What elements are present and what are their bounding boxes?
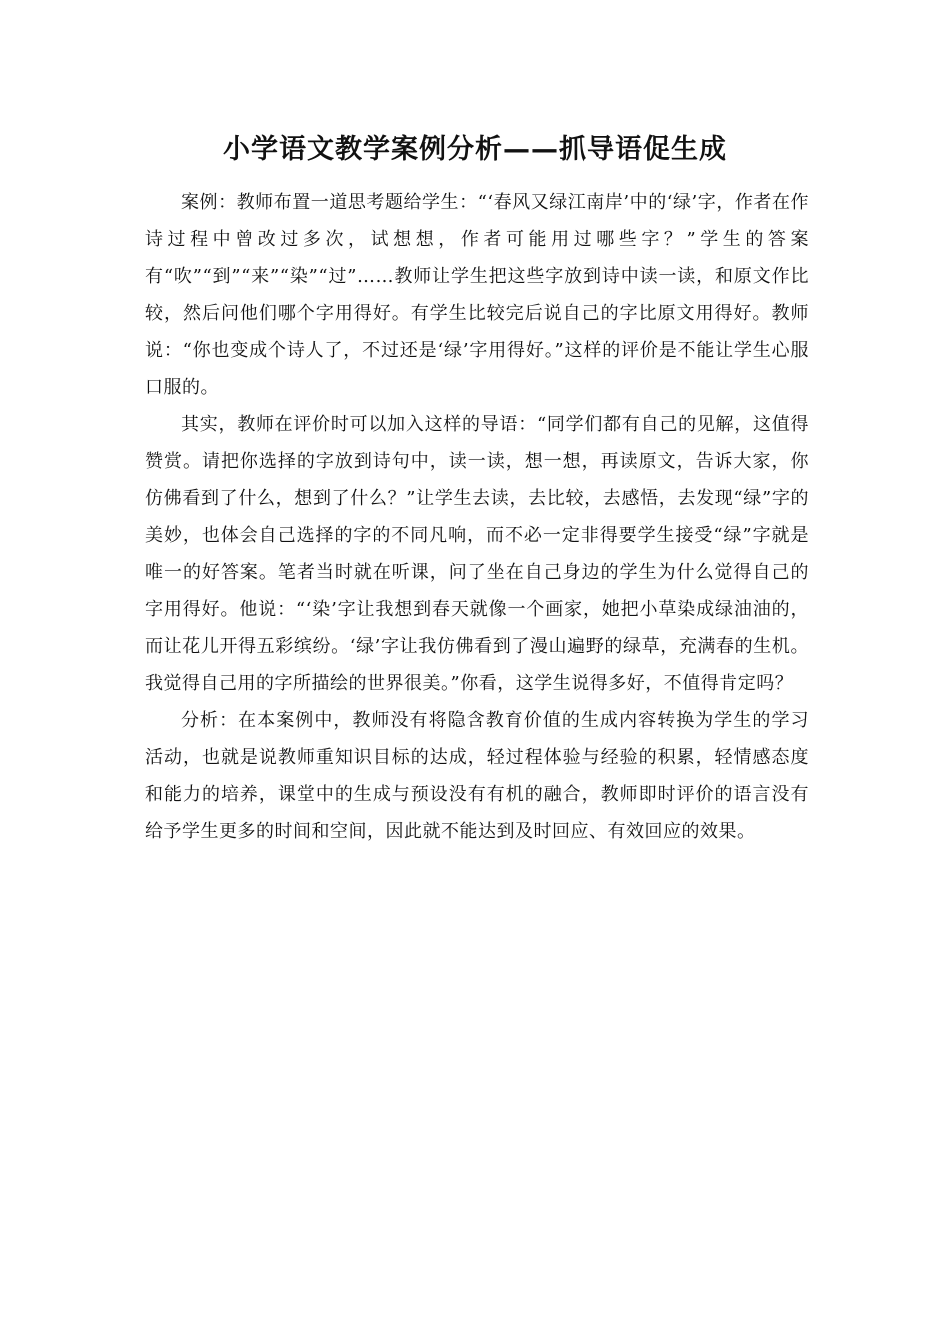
paragraph-analysis: 分析：在本案例中，教师没有将隐含教育价值的生成内容转换为学生的学习活动，也就是说教师重知识目标的达成，轻过程体验与经验的积累，轻情感态度和能力的培养，课堂中的生成与预设没有有机的融合，教师即时评价的语言没有给予学生更多的时间和空间，因此就不能达到及时回应、有效回应的效果。 [145, 710, 809, 842]
paragraph-discussion: 其实，教师在评价时可以加入这样的导语：“同学们都有自己的见解，这值得赞赏。请把你选择的字放到诗句中，读一读，想一想，再读原文，告诉大家，你仿佛看到了什么，想到了什么？”让学生去读，去比较，去感悟，去发现“绿”字的美妙，也体会自己选择的字的不同凡响，而不必一定非得要学生接受“绿”字就是唯一的好答案。笔者当时就在听课，问了坐在自己身边的学生为什么觉得自己的字用得好。他说：“‘染’字让我想到春天就像一个画家，她把小草染成绿油油的，而让花儿开得五彩缤纷。‘绿’字让我仿佛看到了漫山遍野的绿草，充满春的生机。我觉得自己用的字所描绘的世界很美。”你看，这学生说得多好，不值得肯定吗？ [145, 414, 809, 694]
document-title: 小学语文教学案例分析——抓导语促生成 [223, 134, 727, 165]
document-body [145, 184, 809, 850]
paragraph-case: 案例：教师布置一道思考题给学生：“‘春风又绿江南岸’中的‘绿’字，作者在作诗过程中曾改过多次，试想想，作者可能用过哪些字？”学生的答案有“吹”“到”“来”“染”“过”……教师让学生把这些字放到诗中读一读，和原文作比较，然后问他们哪个字用得好。有学生比较完后说自己的字比原文用得好。教师说：“你也变成个诗人了，不过还是‘绿’字用得好。”这样的评价是不能让学生心服口服的。 [145, 192, 809, 398]
